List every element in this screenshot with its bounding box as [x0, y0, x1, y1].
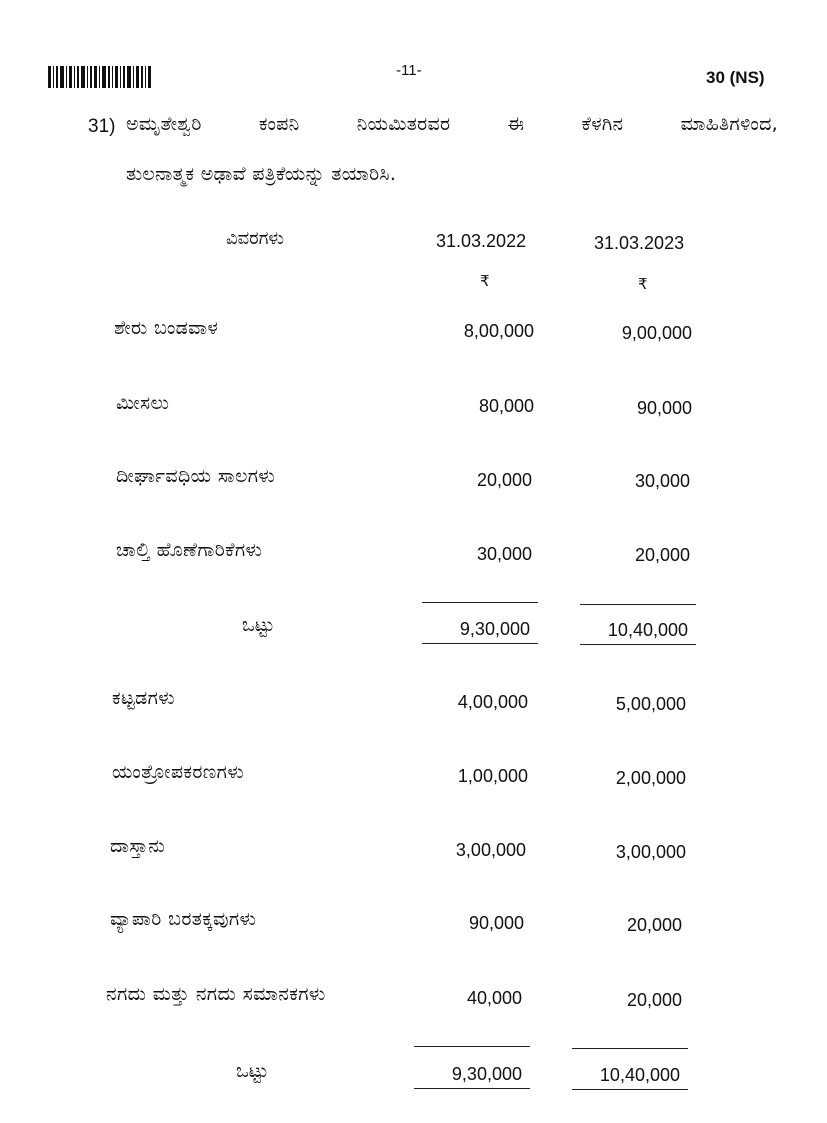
row-label-machinery: ಯಂತ್ರೋಪಕರಣಗಳು	[112, 761, 245, 783]
total2-top-rule-2023	[572, 1048, 688, 1049]
value-buildings-2022: 4,00,000	[457, 692, 528, 712]
row-label-buildings: ಕಟ್ಟಡಗಳು	[112, 687, 176, 709]
year1-heading: 31.03.2022	[436, 231, 527, 251]
value-stock-2023: 3,00,000	[615, 842, 686, 862]
total1-bottom-rule-2023	[580, 644, 696, 645]
value-share-capital-2022: 8,00,000	[463, 321, 534, 341]
value-current-liabilities-2022: 30,000	[476, 544, 532, 564]
total1-value-2022: 9,30,000	[459, 619, 530, 639]
row-label-stock: ದಾಸ್ತಾನು	[110, 835, 166, 857]
value-buildings-2023: 5,00,000	[615, 694, 686, 714]
barcode	[48, 66, 166, 88]
total1-top-rule-2022	[422, 602, 538, 603]
total1-top-rule-2023	[580, 604, 696, 605]
total2-value-2022: 9,30,000	[451, 1064, 522, 1084]
particulars-heading: ವಿವರಗಳು	[226, 228, 284, 249]
total2-bottom-rule-2022	[414, 1088, 530, 1089]
value-cash-equivalents-2022: 40,000	[466, 988, 522, 1008]
value-reserves-2022: 80,000	[478, 396, 534, 416]
total1-value-2023: 10,40,000	[607, 620, 688, 640]
row-label-long-term-loans: ದೀರ್ಘಾವಧಿಯ ಸಾಲಗಳು	[116, 465, 276, 487]
total2-label: ಒಟ್ಟು	[236, 1060, 269, 1082]
question-number: 31)	[88, 116, 116, 137]
row-label-current-liabilities: ಚಾಲ್ತಿ ಹೊಣೆಗಾರಿಕೆಗಳು	[116, 539, 263, 561]
value-cash-equivalents-2023: 20,000	[626, 990, 682, 1010]
total2-top-rule-2022	[414, 1046, 530, 1047]
total2-bottom-rule-2023	[572, 1089, 688, 1090]
page-number: -11-	[396, 62, 422, 79]
total1-bottom-rule-2022	[422, 643, 538, 644]
value-long-term-loans-2023: 30,000	[634, 471, 690, 491]
value-machinery-2022: 1,00,000	[457, 766, 528, 786]
row-label-share-capital: ಶೇರು ಬಂಡವಾಳ	[114, 317, 219, 339]
total1-label: ಒಟ್ಟು	[242, 614, 275, 636]
value-machinery-2023: 2,00,000	[615, 768, 686, 788]
paper-code: 30 (NS)	[706, 68, 765, 87]
row-label-trade-receivables: ವ್ಯಾಪಾರಿ ಬರತಕ್ಕವುಗಳು	[110, 908, 257, 930]
value-share-capital-2023: 9,00,000	[621, 323, 692, 343]
question-text-line1: ಅಮೃತೇಶ್ವರಿ ಕಂಪನಿ ನಿಯಮಿತರವರ ಈ ಕೆಳಗಿನ ಮಾಹಿತಿಗಳಿಂದ,	[126, 113, 778, 135]
value-trade-receivables-2022: 90,000	[468, 913, 524, 933]
rupee-symbol-year2: ₹	[638, 275, 648, 293]
question-text-line2: ತುಲನಾತ್ಮಕ ಅಢಾವೆ ಪತ್ರಿಕೆಯನ್ನು ತಯಾರಿಸಿ.	[126, 163, 397, 185]
value-trade-receivables-2023: 20,000	[626, 915, 682, 935]
total2-value-2023: 10,40,000	[599, 1065, 680, 1085]
value-current-liabilities-2023: 20,000	[634, 545, 690, 565]
value-long-term-loans-2022: 20,000	[476, 470, 532, 490]
value-stock-2022: 3,00,000	[455, 840, 526, 860]
rupee-symbol-year1: ₹	[480, 272, 490, 290]
row-label-reserves: ಮೀಸಲು	[116, 392, 170, 414]
row-label-cash-equivalents: ನಗದು ಮತ್ತು ನಗದು ಸಮಾನಕಗಳು	[106, 983, 326, 1005]
year2-heading: 31.03.2023	[594, 233, 685, 253]
value-reserves-2023: 90,000	[636, 398, 692, 418]
